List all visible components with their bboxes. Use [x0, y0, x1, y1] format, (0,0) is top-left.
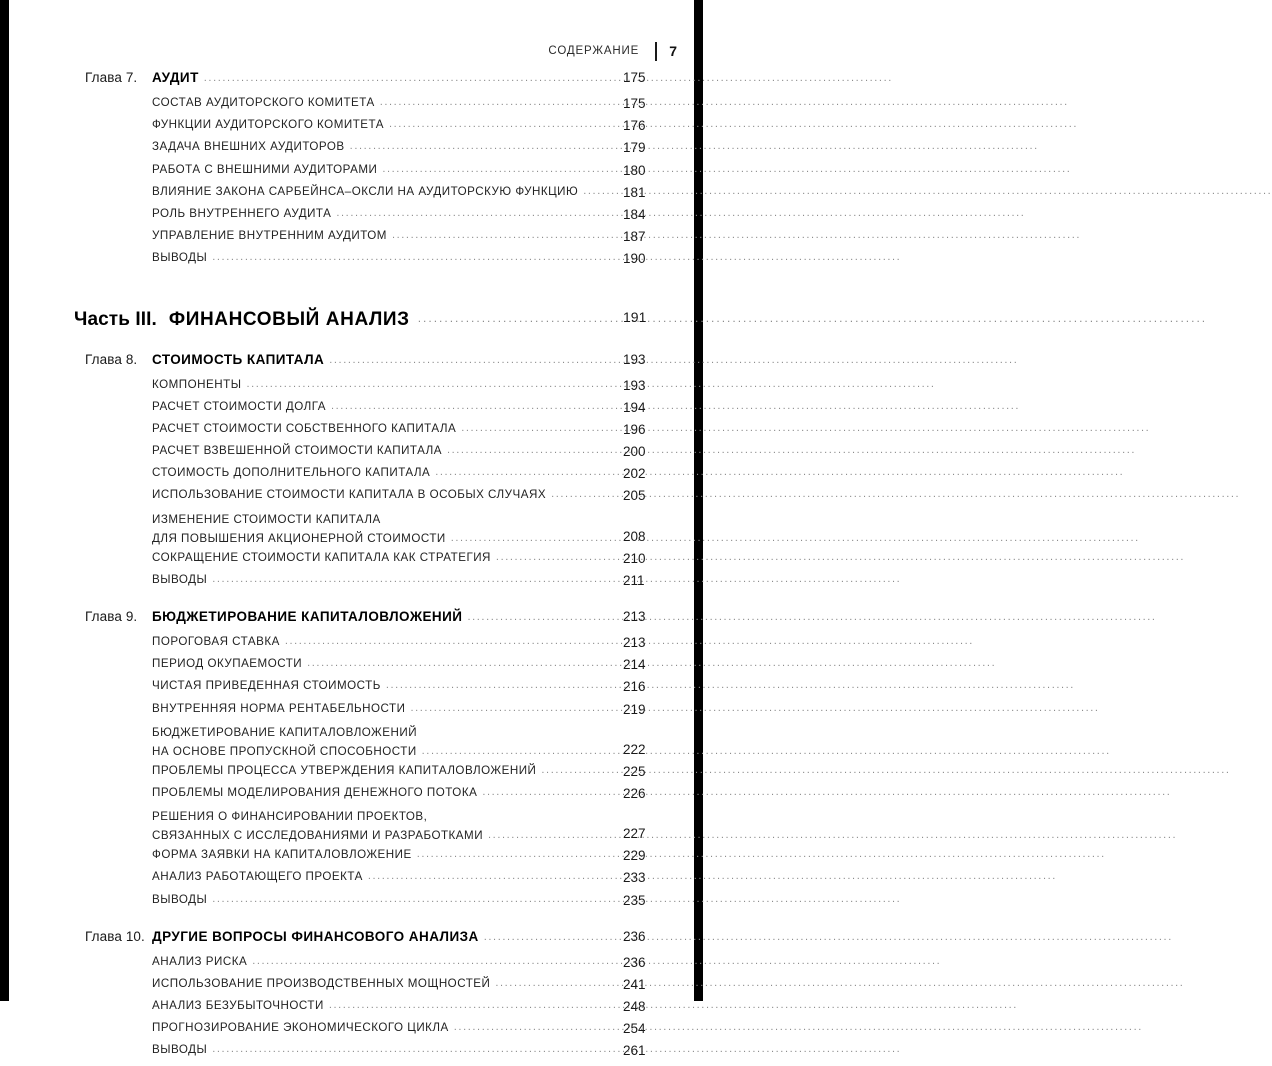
- dot-leader: [212, 893, 901, 905]
- page-number: 222: [623, 741, 646, 757]
- page-number: 227: [623, 826, 646, 842]
- toc-entry-row[interactable]: [9, 893, 694, 915]
- dot-leader: [204, 72, 893, 84]
- page-number: 205: [623, 488, 646, 504]
- toc-entry-row[interactable]: [9, 229, 694, 251]
- toc-entry-row[interactable]: [9, 1043, 694, 1065]
- entry-title: ВЫВОДЫ: [152, 1043, 208, 1057]
- page-number: 236: [623, 954, 646, 970]
- toc-entry-row[interactable]: [9, 96, 694, 118]
- entry-title-line1: БЮДЖЕТИРОВАНИЕ КАПИТАЛОВЛОЖЕНИЙ: [152, 725, 418, 739]
- dot-leader: [451, 528, 1140, 548]
- page-edge-left: [0, 0, 9, 1001]
- toc-entry-row[interactable]: [9, 378, 694, 400]
- toc-chapter-row[interactable]: [9, 929, 694, 955]
- entry-title: ВЫВОДЫ: [152, 572, 208, 586]
- entry-title: РАСЧЕТ СТОИМОСТИ СОБСТВЕННОГО КАПИТАЛА: [152, 421, 457, 435]
- dot-leader: [417, 848, 1106, 860]
- entry-title: ПОРОГОВАЯ СТАВКА: [152, 635, 280, 648]
- entry-title: ВЫВОДЫ: [152, 251, 208, 265]
- toc-entry-row[interactable]: [9, 977, 694, 999]
- page-number: 226: [623, 785, 646, 801]
- page-number: 176: [623, 118, 646, 134]
- chapter-label: Глава 9.: [85, 609, 138, 624]
- toc-chapter-row[interactable]: [9, 352, 694, 378]
- folio-page-number: 7: [669, 43, 677, 59]
- entry-title-line2: НА ОСНОВЕ ПРОПУСКНОЙ СПОСОБНОСТИ: [152, 744, 417, 758]
- page-number: 187: [623, 229, 646, 245]
- page-number: 216: [623, 679, 646, 695]
- dot-leader: [488, 825, 1177, 845]
- toc-entry-row[interactable]: [9, 140, 694, 162]
- entry-title: РОЛЬ ВНУТРЕННЕГО АУДИТА: [152, 206, 332, 220]
- toc-entry-row[interactable]: [9, 163, 694, 185]
- toc-chapter-row[interactable]: [9, 609, 694, 635]
- dot-leader: [482, 786, 1171, 798]
- running-header: [548, 40, 677, 62]
- dot-leader: [447, 444, 1136, 456]
- dot-leader: [461, 422, 1150, 434]
- dot-leader: [484, 928, 1173, 944]
- toc-entry-row[interactable]: [9, 764, 694, 786]
- page-number: 175: [623, 96, 646, 111]
- page-content: [9, 0, 694, 1059]
- toc-entry-row[interactable]: [9, 466, 694, 488]
- chapter-label: Глава 8.: [85, 351, 138, 367]
- page-number: 200: [623, 444, 646, 460]
- entry-title: ПРОБЛЕМЫ МОДЕЛИРОВАНИЯ ДЕНЕЖНОГО ПОТОКА: [152, 785, 478, 799]
- chapter-title: СТОИМОСТЬ КАПИТАЛА: [152, 351, 325, 367]
- page-number: 211: [623, 572, 645, 588]
- page-number: 214: [623, 657, 646, 673]
- toc-entry-row[interactable]: [9, 573, 694, 595]
- page-number: 175: [623, 70, 646, 85]
- entry-title: УПРАВЛЕНИЕ ВНУТРЕННИМ АУДИТОМ: [152, 229, 387, 243]
- entry-title-line1: РЕШЕНИЯ О ФИНАНСИРОВАНИИ ПРОЕКТОВ,: [152, 810, 428, 824]
- spacer: [9, 915, 694, 929]
- dot-leader: [467, 611, 1156, 623]
- page-number: 261: [623, 1043, 646, 1059]
- header-divider: [655, 42, 657, 61]
- entry-title: СТОИМОСТЬ ДОПОЛНИТЕЛЬНОГО КАПИТАЛА: [152, 466, 431, 480]
- entry-title: РАСЧЕТ ВЗВЕШЕННОЙ СТОИМОСТИ КАПИТАЛА: [152, 444, 442, 458]
- toc-part-row[interactable]: [9, 309, 694, 345]
- dot-leader: [386, 679, 1075, 691]
- entry-title-line2: СВЯЗАННЫХ С ИССЛЕДОВАНИЯМИ И РАЗРАБОТКАМИ: [152, 829, 484, 843]
- entry-title: ЧИСТАЯ ПРИВЕДЕННАЯ СТОИМОСТЬ: [152, 679, 381, 693]
- entry-title: АНАЛИЗ РИСКА: [152, 954, 248, 968]
- page-number: 219: [623, 701, 646, 717]
- spacer: [9, 595, 694, 609]
- entry-title: ВЛИЯНИЕ ЗАКОНА САРБЕЙНСА–ОКСЛИ НА АУДИТОРСКУЮ ФУНКЦИЮ: [152, 184, 579, 198]
- entry-title-line1: ИЗМЕНЕНИЕ СТОИМОСТИ КАПИТАЛА: [152, 512, 381, 526]
- chapter-title: ДРУГИЕ ВОПРОСЫ ФИНАНСОВОГО АНАЛИЗА: [152, 928, 479, 944]
- dot-leader: [380, 96, 1069, 108]
- page-number: 181: [623, 184, 646, 200]
- page-number: 241: [623, 976, 646, 992]
- toc-entry-row[interactable]: [9, 635, 694, 657]
- toc-chapter-row[interactable]: [9, 70, 694, 96]
- toc-entry-row[interactable]: [9, 511, 694, 551]
- dot-leader: [422, 741, 1111, 761]
- toc-entry-row[interactable]: [9, 551, 694, 573]
- toc-entry-row[interactable]: [9, 185, 694, 207]
- page-number: 235: [623, 892, 646, 908]
- dot-leader: [583, 185, 1272, 197]
- entry-title: АНАЛИЗ РАБОТАЮЩЕГО ПРОЕКТА: [152, 870, 363, 884]
- entry-title: КОМПОНЕНТЫ: [152, 377, 242, 391]
- dot-leader: [212, 573, 901, 585]
- entry-title: ФУНКЦИИ АУДИТОРСКОГО КОМИТЕТА: [152, 118, 384, 132]
- page-number: 236: [623, 928, 646, 944]
- spacer: [9, 274, 694, 287]
- entry-title: СОСТАВ АУДИТОРСКОГО КОМИТЕТА: [152, 96, 375, 109]
- part-title: ФИНАНСОВЫЙ АНАЛИЗ: [168, 308, 410, 330]
- page-number: 213: [623, 609, 646, 624]
- dot-leader: [252, 955, 941, 967]
- entry-title: ПЕРИОД ОКУПАЕМОСТИ: [152, 657, 303, 671]
- page-number: 225: [623, 763, 646, 779]
- toc-entry-row[interactable]: [9, 786, 694, 808]
- page-number: 229: [623, 848, 646, 864]
- dot-leader: [350, 140, 1039, 152]
- dot-leader: [212, 251, 901, 263]
- entry-title: АНАЛИЗ БЕЗУБЫТОЧНОСТИ: [152, 999, 324, 1013]
- page-number: 191: [623, 308, 647, 325]
- page-number: 208: [623, 528, 646, 544]
- toc-entry-row[interactable]: [9, 999, 694, 1021]
- toc-entry-row[interactable]: [9, 955, 694, 977]
- part-label: Часть III.: [74, 308, 157, 330]
- page-number: 248: [623, 999, 646, 1015]
- chapter-label: Глава 10.: [85, 928, 145, 944]
- toc-entry-row[interactable]: [9, 488, 694, 510]
- table-of-contents: [9, 70, 694, 1066]
- entry-title: СОКРАЩЕНИЕ СТОИМОСТИ КАПИТАЛА КАК СТРАТЕГИЯ: [152, 550, 491, 564]
- page-number: 202: [623, 466, 646, 482]
- dot-leader: [410, 702, 1099, 714]
- page-number: 190: [623, 251, 646, 267]
- header-title: СОДЕРЖАНИЕ: [548, 45, 640, 57]
- toc-entry-row[interactable]: [9, 207, 694, 229]
- dot-leader: [496, 551, 1185, 563]
- toc-entry-row[interactable]: [9, 400, 694, 422]
- page-number: 194: [623, 399, 646, 415]
- entry-title: ФОРМА ЗАЯВКИ НА КАПИТАЛОВЛОЖЕНИЕ: [152, 848, 412, 862]
- dot-leader: [418, 308, 1207, 325]
- spacer: [9, 345, 694, 352]
- entry-title: ПРОГНОЗИРОВАНИЕ ЭКОНОМИЧЕСКОГО ЦИКЛА: [152, 1021, 449, 1035]
- dot-leader: [246, 378, 935, 390]
- page-number: 213: [623, 635, 646, 650]
- toc-entry-row[interactable]: [9, 251, 694, 273]
- toc-entry-row[interactable]: [9, 657, 694, 679]
- page-number: 193: [623, 351, 646, 367]
- page-number: 233: [623, 870, 646, 886]
- toc-entry-row[interactable]: [9, 870, 694, 892]
- dot-leader: [392, 229, 1081, 241]
- entry-title: ЗАДАЧА ВНЕШНИХ АУДИТОРОВ: [152, 140, 345, 154]
- page-number: 254: [623, 1021, 646, 1037]
- entry-title: ВЫВОДЫ: [152, 892, 208, 906]
- dot-leader: [435, 466, 1124, 478]
- toc-entry-row[interactable]: [9, 422, 694, 444]
- chapter-title: БЮДЖЕТИРОВАНИЕ КАПИТАЛОВЛОЖЕНИЙ: [152, 609, 463, 624]
- dot-leader: [454, 1021, 1143, 1033]
- dot-leader: [368, 870, 1057, 882]
- toc-entry-row[interactable]: [9, 679, 694, 701]
- page-number: 180: [623, 162, 646, 178]
- toc-entry-row[interactable]: [9, 1021, 694, 1043]
- page-number: 210: [623, 550, 646, 566]
- entry-title: ИСПОЛЬЗОВАНИЕ ПРОИЗВОДСТВЕННЫХ МОЩНОСТЕЙ: [152, 976, 491, 990]
- page-number: 179: [623, 140, 646, 156]
- page-number: 184: [623, 206, 646, 222]
- toc-entry-row[interactable]: [9, 444, 694, 466]
- entry-title: ПРОБЛЕМЫ ПРОЦЕССА УТВЕРЖДЕНИЯ КАПИТАЛОВЛОЖЕНИЙ: [152, 763, 537, 777]
- page-number: 196: [623, 421, 646, 437]
- page-number: 193: [623, 377, 646, 393]
- toc-entry-row[interactable]: [9, 118, 694, 140]
- chapter-title: АУДИТ: [152, 70, 199, 85]
- dot-leader: [495, 977, 1184, 989]
- entry-title: РАСЧЕТ СТОИМОСТИ ДОЛГА: [152, 399, 326, 413]
- dot-leader: [382, 163, 1071, 175]
- chapter-label: Глава 7.: [85, 70, 138, 85]
- toc-entry-row[interactable]: [9, 702, 694, 724]
- toc-entry-row[interactable]: [9, 808, 694, 848]
- toc-entry-row[interactable]: [9, 724, 694, 764]
- dot-leader: [389, 118, 1078, 130]
- entry-title: РАБОТА С ВНЕШНИМИ АУДИТОРАМИ: [152, 162, 378, 176]
- entry-title: ВНУТРЕННЯЯ НОРМА РЕНТАБЕЛЬНОСТИ: [152, 701, 406, 715]
- toc-entry-row[interactable]: [9, 848, 694, 870]
- dot-leader: [212, 1043, 901, 1055]
- entry-title: ИСПОЛЬЗОВАНИЕ СТОИМОСТИ КАПИТАЛА В ОСОБЫХ СЛУЧАЯХ: [152, 488, 547, 502]
- entry-title-line2: ДЛЯ ПОВЫШЕНИЯ АКЦИОНЕРНОЙ СТОИМОСТИ: [152, 531, 446, 545]
